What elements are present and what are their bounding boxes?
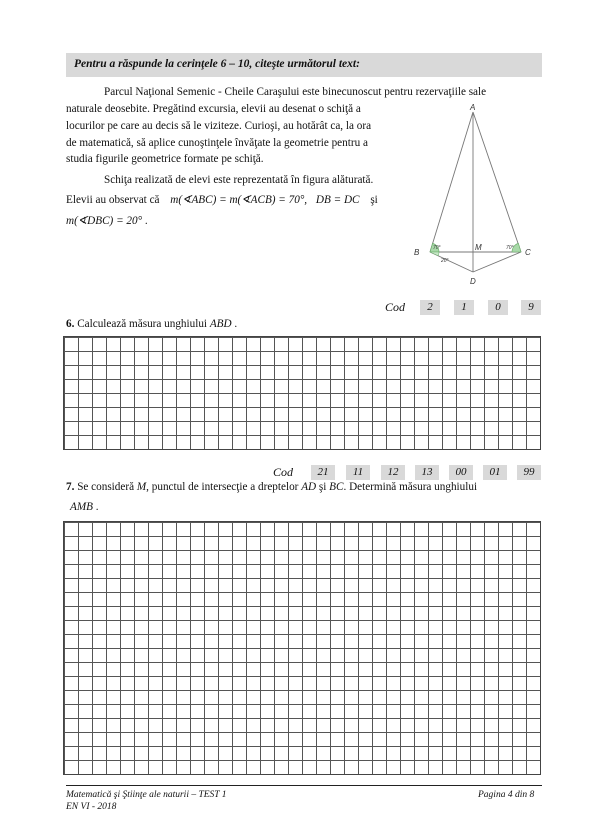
q7-code-box[interactable]: 11 (346, 465, 370, 480)
text-observed: Elevii au observat că (66, 194, 160, 206)
math-db-dc: DB = DC (315, 194, 360, 206)
triangle-figure (408, 100, 542, 290)
q6-statement (66, 316, 237, 333)
angle-dbc-label: 20° (441, 258, 449, 264)
q7-code-box[interactable]: 00 (449, 465, 473, 480)
q7-text-b: , punctul de intersecţie a dreptelor (146, 481, 299, 493)
text-line-8 (66, 213, 148, 230)
instruction-banner (66, 53, 542, 77)
q7-text-c: şi (318, 481, 327, 493)
label-d: D (470, 277, 476, 286)
angle-dbc-marker (430, 252, 439, 256)
label-a: A (470, 103, 476, 112)
q7-math-ad: AD (301, 481, 317, 493)
text-line-4: de matematică, să aplice cunoştinţele învăţate la geometrie pentru a (66, 137, 368, 149)
q6-answer-grid[interactable] (63, 336, 541, 450)
text-line-2: naturale deosebite. Pregătind excursia, elevii au desenat o schiţă a (66, 103, 361, 115)
q7-math-bc: BC (329, 481, 344, 493)
instruction-text: Pentru a răspunde la cerinţele 6 – 10, citeşte următorul text: (74, 58, 360, 70)
footer-subject: Matematică şi Ştiinţe ale naturii – TEST 1 (66, 790, 227, 800)
q7-code-box[interactable]: 13 (415, 465, 439, 480)
math-angle-equality: m(∢ABC) = m(∢ACB) = 70°, (170, 194, 308, 206)
q6-number: 6. (66, 318, 75, 330)
q6-text: Calculează măsura unghiului (77, 318, 208, 330)
q6-code-box[interactable]: 1 (454, 300, 474, 315)
q7-answer-grid[interactable] (63, 521, 541, 775)
q7-end: . (95, 501, 99, 513)
q7-statement-line-2 (70, 499, 99, 516)
text-line-7 (66, 192, 378, 209)
q7-text-a: Se consideră (77, 481, 135, 493)
q7-code-box[interactable]: 01 (483, 465, 507, 480)
footer-page-number: Pagina 4 din 8 (478, 790, 535, 800)
footer-exam: EN VI - 2018 (66, 802, 117, 812)
q7-code-box[interactable]: 21 (311, 465, 335, 480)
q6-code-box[interactable]: 9 (521, 300, 541, 315)
q7-math-amb: AMB (70, 501, 93, 513)
q6-end: . (234, 318, 238, 330)
angle-b-label: 70° (433, 245, 441, 251)
q7-math-m: M (136, 481, 147, 493)
text-period: . (144, 215, 148, 227)
q6-code-box[interactable]: 2 (420, 300, 440, 315)
label-m: M (475, 243, 482, 252)
q6-cod-label: Cod (385, 300, 406, 314)
label-c: C (525, 248, 531, 257)
q7-code-box[interactable]: 99 (517, 465, 541, 480)
text-line-6: Schiţa realizată de elevi este reprezentată în figura alăturată. (104, 174, 374, 186)
q7-number: 7. (66, 481, 75, 493)
q7-statement-line-1 (66, 479, 542, 496)
q6-code-box[interactable]: 0 (488, 300, 508, 315)
footer-divider (66, 785, 542, 786)
q7-text-d: . Determină măsura unghiului (343, 481, 478, 493)
math-angle-dbc: m(∢DBC) = 20° (66, 215, 143, 227)
text-line-1: Parcul Naţional Semenic - Cheile Caraşului este binecunoscut pentru rezervaţiile sale (104, 86, 487, 98)
q6-math: ABD (209, 318, 232, 330)
text-and: şi (370, 194, 378, 206)
text-line-5: studia figurile geometrice formate pe schiţă. (66, 153, 264, 165)
angle-c-label: 70° (506, 245, 514, 251)
label-b: B (414, 248, 420, 257)
text-line-3: locurilor pe care au decis să le viziteze. Curioşi, au hotărât ca, la ora (66, 120, 372, 132)
q7-cod-label: Cod (273, 465, 294, 479)
q7-code-box[interactable]: 12 (381, 465, 405, 480)
